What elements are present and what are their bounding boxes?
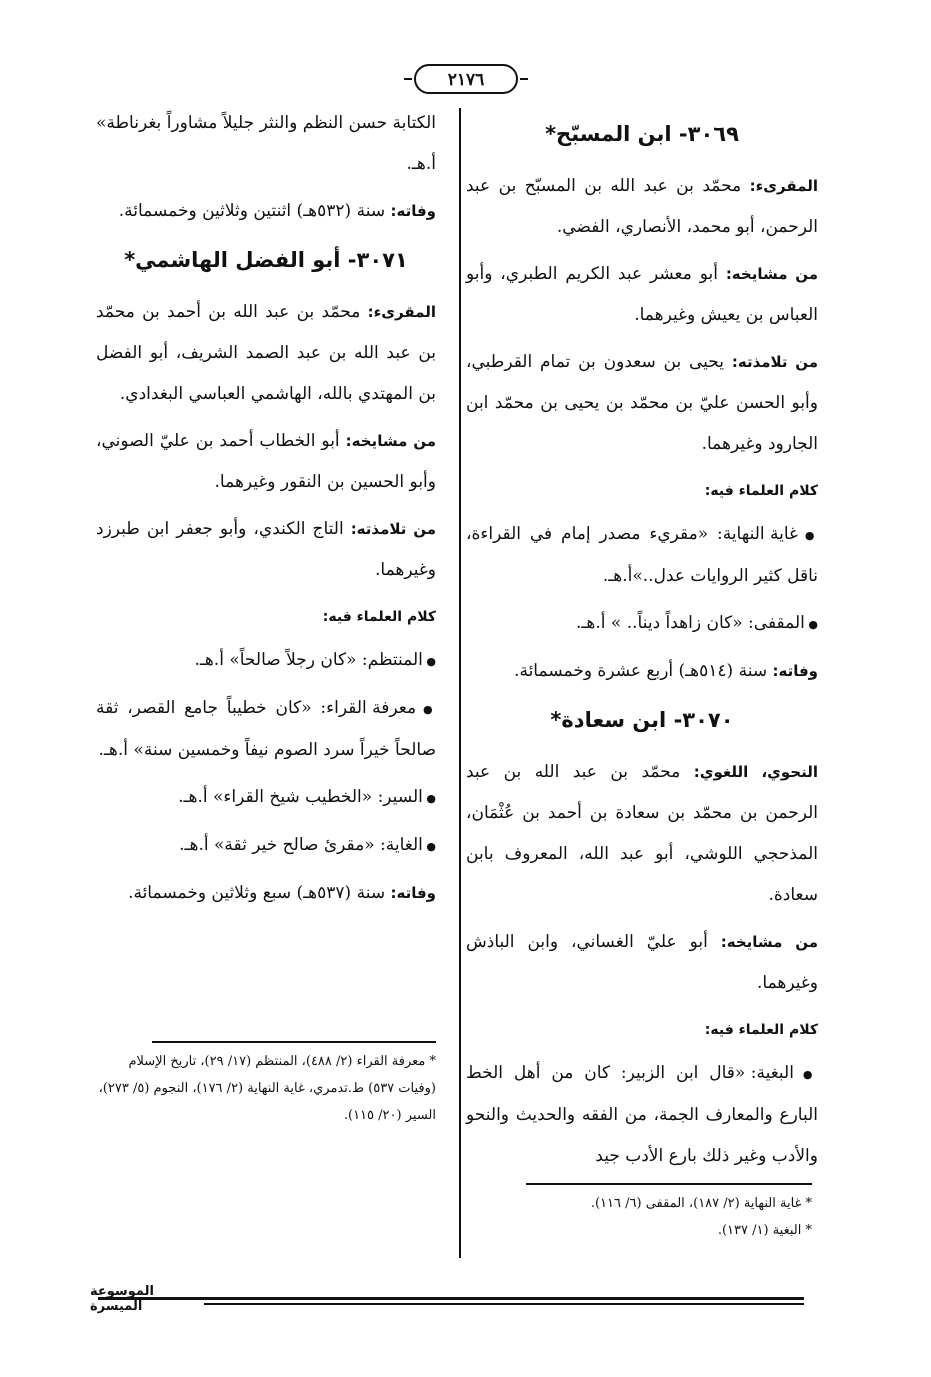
- footer-rule-thin: [204, 1303, 804, 1305]
- death-label: وفاته:: [390, 202, 436, 220]
- quote-bullet: ● السير: «الخطيب شيخ القراء» أ.هـ.: [96, 777, 436, 819]
- footer-title: الموسوعة الميسرة: [90, 1284, 154, 1314]
- left-column: [96, 103, 436, 920]
- para-label: من مشايخه:: [720, 933, 818, 951]
- quote-bullet: ● المنتظم: «كان رجلاً صالحاً» أ.هـ.: [96, 640, 436, 682]
- para-text: أبو عليّ الغساني، وابن الباذش وغيرهما.: [466, 932, 818, 993]
- para-text: محمّد بن عبد الله بن المسبّح بن عبد الرحمن، أبو محمد، الأنصاري، الفضي.: [466, 176, 818, 237]
- quote-bullet: ● المقفى: «كان زاهداً ديناً.. » أ.هـ.: [466, 603, 818, 645]
- entry-paragraph: [466, 254, 818, 336]
- entry-paragraph: [96, 292, 436, 415]
- para-label: من تلامذته:: [350, 520, 436, 538]
- right-column: [466, 108, 818, 1183]
- entry-title: ٣٠٧١- أبو الفضل الهاشمي*: [124, 248, 408, 272]
- entry-paragraph: [466, 752, 818, 916]
- para-text: يحيى بن سعدون بن تمام القرطبي، وأبو الحسن عليّ بن محمّد بن يحيى بن محمّد ابن الجارود وغيرهما.: [466, 352, 818, 454]
- death-label: وفاته:: [772, 662, 818, 680]
- column-divider: [459, 108, 461, 1258]
- entry-title: ٣٠٦٩- ابن المسبّح*: [545, 122, 739, 146]
- footnote-line: * غاية النهاية (٢/ ١٨٧)، المقفى (٦/ ١١٦).: [590, 1196, 812, 1211]
- entry-title: ٣٠٧٠- ابن سعادة*: [550, 708, 734, 732]
- para-text: أبو الخطاب أحمد بن عليّ الصوني، وأبو الحسين بن النقور وغيرهما.: [96, 431, 436, 492]
- entry-paragraph: [466, 166, 818, 248]
- death-text: سنة (٥٣٢هـ) اثنتين وثلاثين وخمسمائة.: [118, 201, 386, 221]
- entry-paragraph: [96, 509, 436, 591]
- footer-rule: [98, 1297, 804, 1300]
- death-text: سنة (٥٣٧هـ) سبع وثلاثين وخمسمائة.: [128, 883, 386, 903]
- entry-paragraph: [466, 342, 818, 465]
- para-label: من مشايخه:: [345, 432, 436, 450]
- para-text: أبو معشر عبد الكريم الطبري، وأبو العباس بن يعيش وغيرهما.: [466, 264, 818, 325]
- quote-bullet: ● معرفة القراء: «كان خطيباً جامع القصر، ثقة صالحاً خيراً سرد الصوم نيفاً وخمسين سنة» أ.هـ.: [96, 688, 436, 771]
- para-label: المقرىء:: [367, 303, 436, 321]
- para-text: محمّد بن عبد الله بن أحمد بن محمّد بن عبد الله بن عبد الصمد الشريف، أبو الفضل بن المهتدي بالله، الهاشمي العباسي البغدادي.: [96, 302, 436, 404]
- para-label: من مشايخه:: [725, 265, 819, 283]
- entry-paragraph: [96, 421, 436, 503]
- footnote-left: * معرفة القراء (٢/ ٤٨٨)، المنتظم (١٧/ ٢٩)، تاريخ الإسلام (وفيات ٥٣٧) ط.تدمري، غاية النهاية (٢/ ١٧٦)، النجوم (٥/ ٢٧٣)، السير (٢٠/ ١١٥).: [98, 1054, 436, 1123]
- para-text: محمّد بن عبد الله بن عبد الرحمن بن محمّد بن سعادة بن أحمد بن عُثْمَان، المذحجي اللوشي، أبو عبد الله، المعروف بابن سعادة.: [466, 762, 818, 905]
- quote-bullet: ● البغية: «قال ابن الزبير: كان من أهل الخط البارع والمعارف الجمة، من الفقه والحديث والنحو والأدب وغير ذلك بارع الأدب جيد: [466, 1053, 818, 1177]
- para-label: المقرىء:: [749, 177, 818, 195]
- death-line: [466, 651, 818, 692]
- death-text: سنة (٥١٤هـ) أربع عشرة وخمسمائة.: [514, 661, 768, 681]
- quote-bullet: ● الغاية: «مقرئ صالح خير ثقة» أ.هـ.: [96, 825, 436, 867]
- footnote-line: * البغية (١/ ١٣٧).: [717, 1223, 812, 1238]
- section-subheading: كلام العلماء فيه:: [704, 483, 818, 499]
- para-label: النحوي، اللغوي:: [693, 763, 819, 781]
- footnote-rule: [526, 1183, 812, 1185]
- footnote-rule: [152, 1041, 436, 1043]
- death-line: [96, 191, 436, 232]
- section-subheading: كلام العلماء فيه:: [704, 1022, 818, 1038]
- footnote-right: [470, 1190, 812, 1244]
- entry-paragraph: [466, 922, 818, 1004]
- continuation-text: الكتابة حسن النظم والنثر جليلاً مشاوراً بغرناطة» أ.هـ.: [96, 113, 436, 174]
- section-subheading: كلام العلماء فيه:: [322, 609, 436, 625]
- quote-bullet: ● غاية النهاية: «مقريء مصدر إمام في القراءة، ناقل كثير الروايات عدل..»أ.هـ.: [466, 514, 818, 597]
- death-line: [96, 873, 436, 914]
- page-number: ٢١٧٦: [414, 64, 518, 94]
- death-label: وفاته:: [390, 884, 436, 902]
- para-text: التاج الكندي، وأبو جعفر ابن طبرزد وغيرهما.: [96, 519, 436, 580]
- para-label: من تلامذته:: [731, 353, 818, 371]
